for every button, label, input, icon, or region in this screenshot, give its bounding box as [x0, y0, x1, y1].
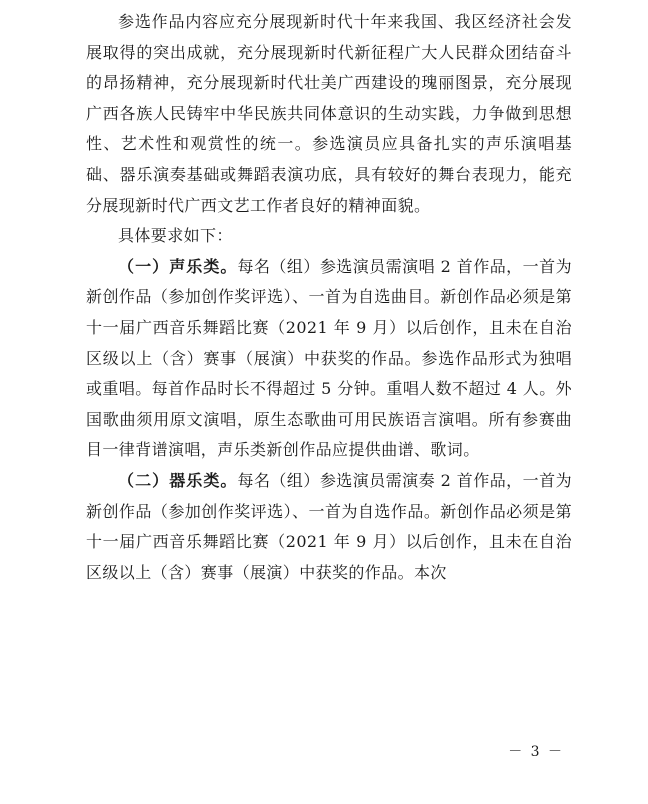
paragraph-instrumental-text: 每名（组）参选演员需演奏 2 首作品，一首为新创作品（参加创作奖评选）、一首为自选作品。新创作品必须是第十一届广西音乐舞蹈比赛（2021 年 9 月）以后创作，且未在自治区级以上（含）赛事（展演）中获奖的作品。本次: [86, 470, 572, 582]
page-number: － 3 －: [508, 744, 564, 760]
section-heading-instrumental: （二）器乐类。: [118, 470, 238, 490]
paragraph-intro: [86, 7, 572, 221]
document-body: [86, 7, 572, 588]
paragraph-instrumental: [86, 466, 572, 588]
paragraph-intro-text: 参选作品内容应充分展现新时代十年来我国、我区经济社会发展取得的突出成就，充分展现新时代新征程广大人民群众团结奋斗的昂扬精神，充分展现新时代壮美广西建设的瑰丽图景，充分展现广西各族人民铸牢中华民族共同体意识的生动实践，力争做到思想性、艺术性和观赏性的统一。参选演员应具备扎实的声乐演唱基础、器乐演奏基础或舞蹈表演功底，具有较好的舞台表现力，能充分展现新时代广西文艺工作者良好的精神面貌。: [86, 12, 572, 215]
paragraph-requirements-lead: [86, 221, 572, 252]
section-heading-vocal: （一）声乐类。: [118, 256, 238, 276]
paragraph-vocal-text: 每名（组）参选演员需演唱 2 首作品，一首为新创作品（参加创作奖评选）、一首为自选曲目。新创作品必须是第十一届广西音乐舞蹈比赛（2021 年 9 月）以后创作，且未在自治区级以上（含）赛事（展演）中获奖的作品。参选作品形式为独唱或重唱。每首作品时长不得超过 5 分钟。重唱人数不超过 4 人。外国歌曲须用原文演唱，原生态歌曲可用民族语言演唱。所有参赛曲目一律背谱演唱，声乐类新创作品应提供曲谱、歌词。: [86, 256, 572, 460]
paragraph-requirements-lead-text: 具体要求如下：: [118, 226, 233, 246]
paragraph-vocal: [86, 252, 572, 466]
